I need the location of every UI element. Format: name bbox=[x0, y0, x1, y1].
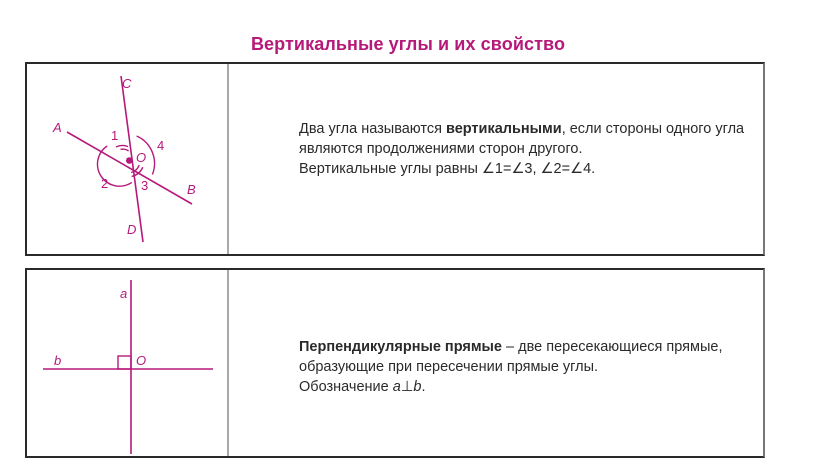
vertical-angles-card bbox=[25, 62, 765, 256]
vertical-angles-definition bbox=[299, 119, 763, 179]
label-line-a: a bbox=[120, 286, 128, 301]
angle-arc-1 bbox=[121, 149, 129, 151]
perpendicular-term: Перпендикулярные прямые bbox=[299, 339, 502, 355]
card-divider bbox=[227, 270, 229, 456]
label-b: B bbox=[187, 182, 196, 197]
vertical-angles-property: Вертикальные углы равны ∠1=∠3, ∠2=∠4. bbox=[299, 161, 596, 177]
perpendicular-lines-figure bbox=[27, 270, 225, 456]
angle-label-1: 1 bbox=[111, 128, 119, 143]
definition-term: вертикальными bbox=[445, 121, 562, 137]
perpendicular-description: – две пересекающиеся прямые, образующие при пересечении прямые углы. bbox=[299, 339, 723, 375]
perpendicular-definition bbox=[299, 337, 763, 397]
notation-prefix: Обозначение bbox=[299, 379, 393, 395]
angle-label-4: 4 bbox=[157, 138, 165, 153]
notation-formula: a⊥b bbox=[392, 379, 422, 395]
perpendicular-lines-card bbox=[25, 268, 765, 458]
vertical-angles-figure bbox=[27, 64, 225, 254]
label-o: O bbox=[136, 150, 147, 165]
card-divider bbox=[227, 64, 229, 254]
label-point-o: O bbox=[136, 353, 147, 368]
center-point bbox=[126, 157, 133, 164]
label-c: C bbox=[122, 76, 132, 91]
page-title: Вертикальные углы и их свойство bbox=[250, 34, 566, 54]
label-line-b: b bbox=[54, 353, 62, 368]
notation-suffix: . bbox=[421, 379, 426, 395]
angle-label-2: 2 bbox=[101, 176, 109, 191]
angle-arc-1b bbox=[116, 145, 128, 147]
label-d: D bbox=[127, 222, 137, 237]
right-angle-mark bbox=[118, 356, 131, 369]
definition-intro: Два угла называются bbox=[299, 121, 446, 137]
label-a: A bbox=[53, 120, 62, 135]
definition-rest: , если стороны одного угла являются продолжениями сторон другого. bbox=[299, 121, 745, 157]
angle-label-3: 3 bbox=[141, 178, 149, 193]
